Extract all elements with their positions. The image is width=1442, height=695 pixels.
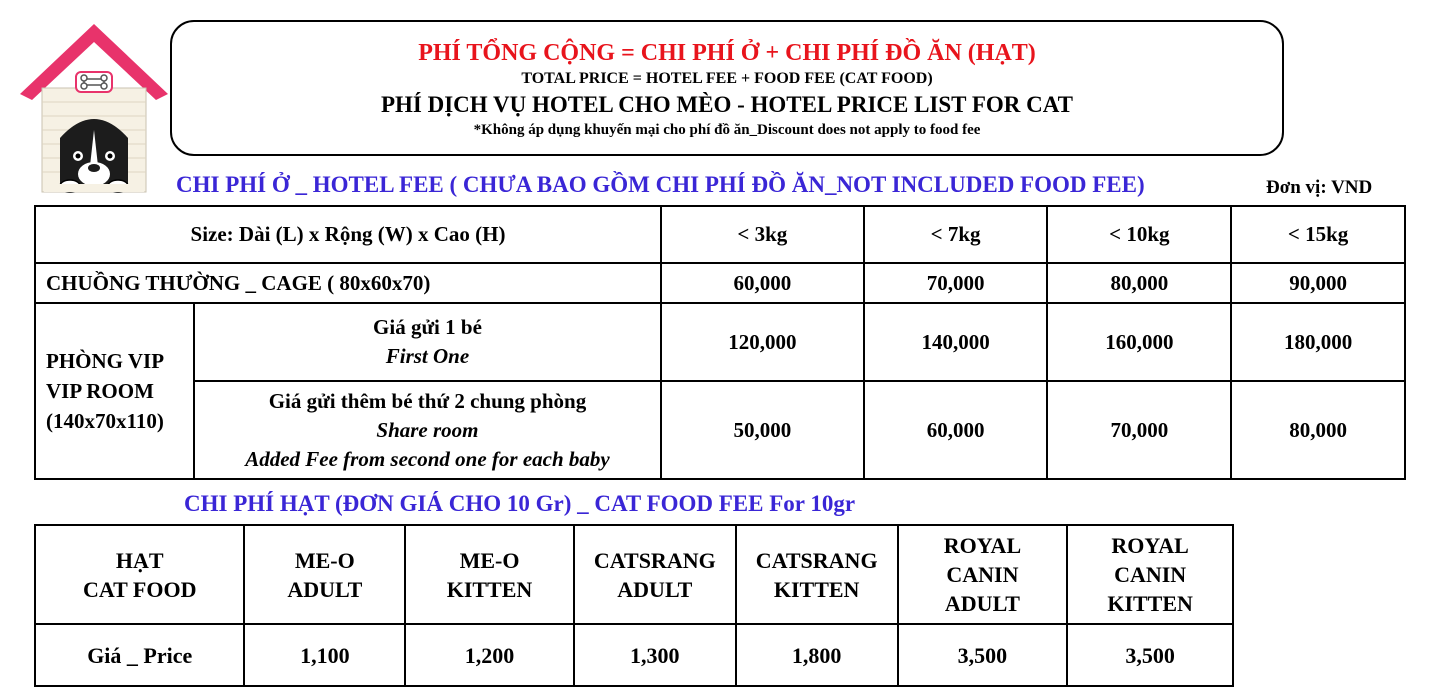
product-type: ADULT [617, 576, 693, 602]
cat-food-header [35, 525, 244, 624]
table-header-row [35, 525, 1233, 624]
table-row [35, 263, 1405, 303]
food-fee-table [34, 524, 1234, 687]
dog-house-logo-icon [14, 18, 174, 194]
price-cell: 50,000 [661, 381, 864, 479]
price-cell: 1,800 [736, 624, 898, 686]
weight-header: < 15kg [1231, 206, 1405, 263]
price-cell: 70,000 [864, 263, 1048, 303]
price-cell: 3,500 [1067, 624, 1233, 686]
price-cell: 80,000 [1231, 381, 1405, 479]
share-room-en: Share room [376, 417, 479, 442]
product-header [1067, 525, 1233, 624]
table-header-row [35, 206, 1405, 263]
page-title: PHÍ DỊCH VỤ HOTEL CHO MÈO - HOTEL PRICE LIST FOR CAT [380, 92, 1074, 117]
currency-unit: Đơn vị: VND [1266, 177, 1373, 198]
price-cell: 120,000 [661, 303, 864, 381]
vip-label-en: VIP ROOM [46, 379, 154, 403]
price-cell: 1,100 [244, 624, 405, 686]
product-name: CATSRANG [593, 547, 716, 573]
share-room-vi: Giá gửi thêm bé thứ 2 chung phòng [268, 388, 587, 413]
product-type: ADULT [287, 576, 363, 602]
first-one-label [194, 303, 661, 381]
weight-header: < 3kg [661, 206, 864, 263]
product-type: KITTEN [773, 576, 860, 602]
added-fee-en: Added Fee from second one for each baby [245, 446, 610, 471]
product-type: KITTEN [446, 576, 533, 602]
product-name: ME-O [459, 547, 520, 573]
price-cell: 1,200 [405, 624, 574, 686]
weight-header: < 7kg [864, 206, 1048, 263]
product-header [405, 525, 574, 624]
product-name-2: CANIN [946, 562, 1019, 587]
vip-room-label [35, 303, 194, 479]
size-header: Size: Dài (L) x Rộng (W) x Cao (H) [35, 206, 661, 263]
price-cell: 70,000 [1047, 381, 1231, 479]
product-header [898, 525, 1068, 624]
product-type: ADULT [944, 591, 1020, 616]
first-one-en: First One [385, 344, 470, 368]
product-header [244, 525, 405, 624]
hotel-fee-title: CHI PHÍ Ở _ HOTEL FEE ( CHƯA BAO GỒM CHI PHÍ ĐỒ ĂN_NOT INCLUDED FOOD FEE) [176, 172, 1145, 197]
price-cell: 3,500 [898, 624, 1068, 686]
cat-food-label-vi: HẠT [115, 547, 164, 573]
total-price-formula-en: TOTAL PRICE = HOTEL FEE + FOOD FEE (CAT FOOD) [521, 70, 933, 87]
cage-label: CHUỒNG THƯỜNG _ CAGE ( 80x60x70) [35, 263, 661, 303]
product-name: ROYAL [943, 533, 1022, 558]
discount-note: *Không áp dụng khuyến mại cho phí đồ ăn_Discount does not apply to food fee [473, 122, 981, 138]
food-fee-title: CHI PHÍ HẠT (ĐƠN GIÁ CHO 10 Gr) _ CAT FOOD FEE For 10gr [184, 491, 856, 516]
vip-label-vi: PHÒNG VIP [46, 349, 165, 373]
table-row [35, 624, 1233, 686]
first-one-vi: Giá gửi 1 bé [373, 315, 482, 339]
product-name-2: CANIN [1114, 562, 1187, 587]
total-price-formula-vi: PHÍ TỔNG CỘNG = CHI PHÍ Ở + CHI PHÍ ĐỒ ĂN (HẠT) [418, 40, 1036, 66]
price-cell: 180,000 [1231, 303, 1405, 381]
share-room-label [194, 381, 661, 479]
weight-header: < 10kg [1047, 206, 1231, 263]
product-header [736, 525, 898, 624]
price-cell: 80,000 [1047, 263, 1231, 303]
price-label: Giá _ Price [35, 624, 244, 686]
table-row [35, 303, 1405, 381]
hotel-fee-table [34, 205, 1406, 480]
price-cell: 140,000 [864, 303, 1048, 381]
header-banner [170, 20, 1284, 156]
price-cell: 1,300 [574, 624, 736, 686]
cat-food-label-en: CAT FOOD [82, 576, 197, 602]
price-cell: 160,000 [1047, 303, 1231, 381]
product-header [574, 525, 736, 624]
price-cell: 90,000 [1231, 263, 1405, 303]
product-name: ME-O [294, 547, 355, 573]
product-type: KITTEN [1107, 591, 1193, 616]
vip-size: (140x70x110) [46, 409, 164, 433]
table-row [35, 381, 1405, 479]
product-name: CATSRANG [755, 547, 878, 573]
price-cell: 60,000 [864, 381, 1048, 479]
price-cell: 60,000 [661, 263, 864, 303]
product-name: ROYAL [1111, 533, 1189, 558]
